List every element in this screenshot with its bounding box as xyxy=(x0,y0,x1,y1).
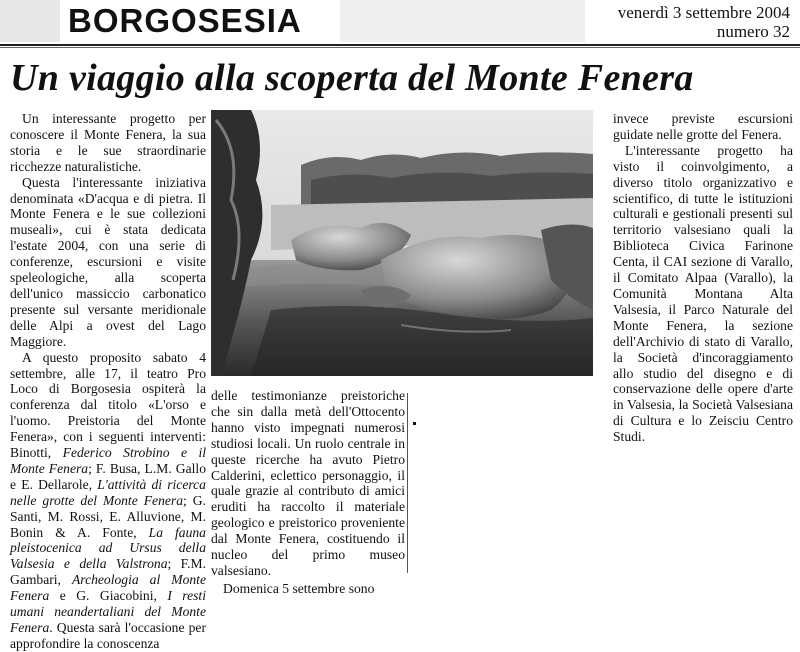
issue-date: venerdì 3 settembre 2004 xyxy=(617,3,790,22)
section-title: BORGOSESIA xyxy=(68,2,302,39)
text-run: . Questa sarà l'occasione per approfondire la conoscenza xyxy=(10,620,206,651)
talk-title: Federico Strobino e il Monte Fenera xyxy=(10,445,206,476)
talk-title: La fauna pleistocenica ad Ursus della Valsesia e della Valstrona xyxy=(10,524,206,572)
paragraph: invece previste escursioni guidate nelle grotte del Fenera. xyxy=(613,111,793,142)
article-headline: Un viaggio alla scoperta del Monte Fenera xyxy=(10,57,694,99)
header-rule-thin xyxy=(0,47,800,48)
paragraph: Questa l'interessante iniziativa denominata «D'acqua e di pietra. Il Monte Fenera e le sue collezioni museali», cui è stata dedicata l'estate 2004, con una serie di conferenze, escursioni e visite speleologiche, alla scoperta dell'unico massiccio carbonatico presente sul versante meridionale delle Alpi a ovest del Lago Maggiore. xyxy=(10,174,206,349)
speck xyxy=(413,422,416,425)
column-rule xyxy=(407,393,408,573)
article-column-1 xyxy=(10,111,206,652)
talk-title: I resti umani neandertaliani del Monte Fenera xyxy=(10,588,206,635)
masthead-shade-left xyxy=(0,0,60,42)
paragraph: Domenica 5 settembre sono xyxy=(223,580,375,596)
issue-number: numero 32 xyxy=(716,22,790,41)
header-rule xyxy=(0,44,800,46)
talk-title: L'attività di ricerca nelle grotte del Monte Fenera xyxy=(10,476,206,508)
text-run: A questo proposito sabato 4 settembre, alle 17, il teatro Pro Loco di Borgosesia ospiterà la conferenza dal titolo «L'orso e l'uomo. Preistoria del Monte Fenera», con i seguenti interventi: Binotti, xyxy=(10,349,206,461)
text-run: ; G. Santi, M. Rossi, E. Alluvione, M. Bonin & A. Fonte, xyxy=(10,492,206,540)
article-column-2 xyxy=(211,388,405,597)
text-run: e G. Giacobini, xyxy=(59,588,157,604)
paragraph: Un interessante progetto per conoscere il Monte Fenera, la sua storia e le sue straordinarie ricchezze naturalistiche. xyxy=(10,111,206,174)
text-run: ; F. Busa, L.M. Gallo e E. Dellarole, xyxy=(10,460,206,492)
paragraph xyxy=(10,350,206,652)
text-run: ; F.M. Gambari, xyxy=(10,556,206,588)
talk-title: Archeologia al Monte Fenera xyxy=(10,572,206,604)
paragraph: L'interessante progetto ha visto il coinvolgimento, a diverso titolo organizzativo e scientifico, di tutte le istituzioni culturali e gestionali presenti sul territorio valsesiano quali la Biblioteca Civica Farinone Centa, il CAI sezione di Varallo, il Comitato Alpaa (Varallo), la Comunità Montana Alta Valsesia, il Parco Naturale del Monte Fenera, la sezione dell'Archivio di stato di Varallo, la Società d'incoraggiamento allo studio del disegno e di conservazione delle opere d'arte in Valsesia, la Società Valsesiana di Cultura e lo Zeisciu Centro Studi. xyxy=(613,142,793,445)
masthead-shade-right xyxy=(340,0,585,42)
paragraph: delle testimonianze preistoriche che sin dalla metà dell'Ottocento hanno visto impegnati numerosi studiosi locali. Un ruolo centrale in queste ricerche ha avuto Pietro Calderini, eclettico personaggio, il quale grazie al contributo di amici eruditi ha raccolto il materiale geologico e preistorico proveniente dal Monte Fenera, costituendo il nucleo del primo museo valsesiano. xyxy=(211,388,405,578)
photo-illustration xyxy=(211,110,593,376)
river-rocks-photo xyxy=(211,110,593,376)
article-column-3 xyxy=(613,111,793,445)
